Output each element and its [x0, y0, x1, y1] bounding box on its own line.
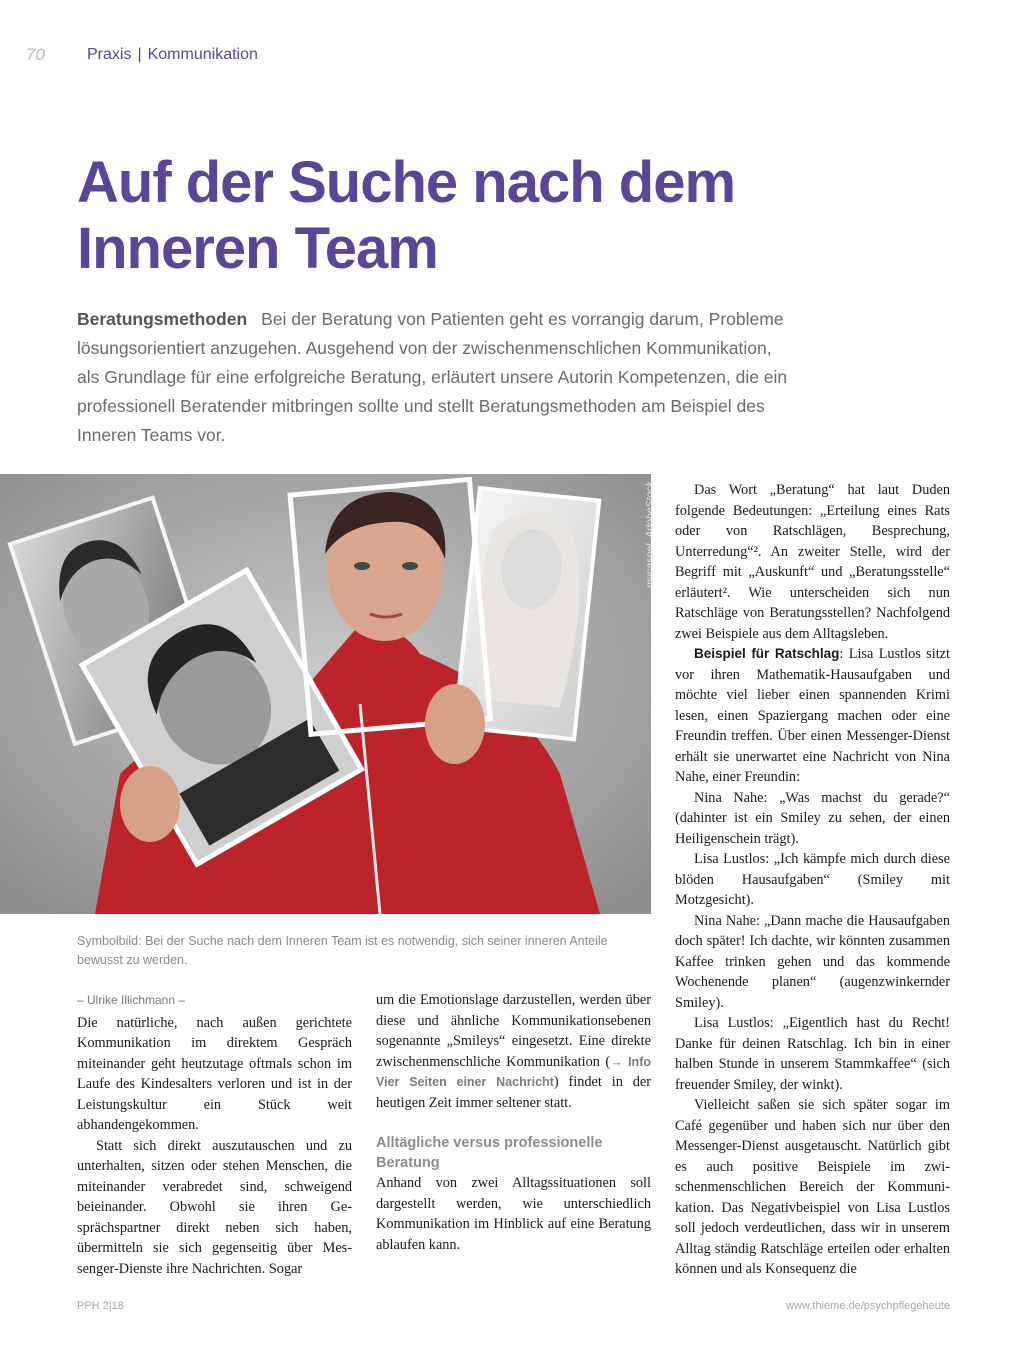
paragraph: Das Wort „Beratung“ hat laut Duden folgende Bedeutungen: „Erteilung eines Rats oder von Ratschlägen, Besprechung, Unterredung“². An zweiter Stelle, wird der Begriff mit „Auskunft“ und „Beratungsstelle“ erläutert². Wie unterscheiden sich nun Ratschläge von Beratungsstellen? Nachfolgend zwei Beispiele aus dem Alltagsleben.: [675, 482, 950, 642]
section-name: Praxis: [87, 46, 132, 63]
photo-caption: Symbolbild: Bei der Suche nach dem Inneren Team ist es notwendig, sich seiner inneren Anteile bewusst zu werden.: [77, 934, 608, 967]
paragraph: Lisa Lustlos: „Ich kämpfe mich durch diese blöden Hausaufgaben“ (Smiley mit Motzgesicht).: [675, 851, 950, 908]
text-column-3: [675, 480, 950, 1280]
footer-url[interactable]: www.thieme.de/psychpflegeheute: [786, 1300, 950, 1312]
paragraph: Nina Nahe: „Dann mache die Hausaufgaben doch später! Ich dachte, wir könnten zusammen Kaffee trinken gehen und das kommende Wochenende planen“ (augenzwinkernder Smiley).: [675, 912, 950, 1011]
article-title: [77, 150, 957, 282]
paragraph: Lisa Lustlos: „Eigentlich hast du Recht! Danke für deinen Ratschlag. Ich bin in einer halben Stunde in unserem Stammkaffee“ (sich freuender Smiley, der winkt).: [675, 1015, 950, 1093]
paragraph: Vielleicht saßen sie sich später sogar im Café gegenüber und haben sich nur über den Messenger-Dienst ausgetauscht. Natürlich gibt es auch positive Beispiele im zwischenmenschlichen Bereich der Kommunikation. Das Negativbeispiel von Lisa Lustlos soll jedoch verdeutlichen, dass wir in unserem Alltag ständig Ratschläge erteilen oder erhalten können und als Konsequenz die: [675, 1097, 950, 1277]
title-line-1: Auf der Suche nach dem: [77, 150, 736, 215]
title-line-2: Inneren Team: [77, 216, 438, 281]
section-separator: |: [137, 46, 142, 63]
subsection-name: Kommunikation: [147, 46, 258, 63]
paragraph: Statt sich direkt auszutauschen und zu unterhalten, sitzen oder stehen Menschen, die miteinander verabredet sind, schweigend beieinander. Obwohl sie ihren Gesprächspartner direkt neben sich haben, übermitteln sie sich gegenseitig über Messenger-Dienste ihre Nachrichten. Sogar: [77, 1137, 352, 1277]
section-label: [87, 46, 258, 64]
paragraph: Anhand von zwei Alltagssituationen soll dargestellt werden, wie unterschiedlich Kommunikation im Hinblick auf eine Beratung ablaufen kann.: [376, 1175, 651, 1253]
article-photo: [0, 474, 656, 914]
lead-text: Bei der Beratung von Patienten geht es vorrangig darum, Probleme lösungsorientiert anzugehen. Ausgehend von der zwischenmenschlichen Kommunikation, als Grundlage für eine erfolgreiche Beratung, erläutert unsere Autorin Kompetenzen, die ein professionell Beratender mitbringen sollte und stellt Beratungsmethoden am Beispiel des Inneren Teams vor.: [77, 309, 788, 445]
cross-reference-link[interactable]: → Info Vier Seiten einer Nachricht: [376, 1054, 651, 1089]
paragraph: um die Emotionslage darzustellen, werden über diese und ähnliche Kommunikationsebenen sogenannte „Smileys“ eingesetzt. Eine direkte zwischenmenschliche Kommunikation (→ Info Vier Seiten einer Nachricht) findet in der heutigen Zeit immer seltener statt.: [376, 992, 651, 1111]
paragraph: Beispiel für Ratschlag: Lisa Lustlos sitzt vor ihren Mathematik-Hausaufgaben und möchte viel lieber einen spannenden Krimi lesen, einen Spaziergang machen oder eine Freundin treffen. Über einen Messenger-Dienst erhält sie unerwartet eine Nachricht von Nina Nahe, einer Freundin:: [675, 646, 950, 785]
author-byline: – Ulrike Illichmann –: [77, 993, 186, 1007]
page-number: 70: [26, 45, 45, 64]
photo-credit: mvcaspel_AdobeStock: [644, 481, 656, 588]
inline-heading: Beispiel für Ratschlag: [694, 646, 840, 661]
text-column-1: [77, 990, 352, 1279]
text-column-2: [376, 990, 651, 1255]
footer-issue: PPH 2|18: [77, 1300, 124, 1312]
article-lead: [77, 305, 797, 450]
paragraph: Nina Nahe: „Was machst du gerade?“ (dahinter ist ein Smiley zu sehen, der einen Heiligenschein trägt).: [675, 789, 950, 847]
paragraph: Die natürliche, nach außen gerichtete Kommunikation im direktem Gespräch miteinander geht heutzutage oftmals schon im Laufe des Kindesalters verloren und ist in der Leistungskultur ein Stück weit abhandengekommen.: [77, 1014, 352, 1133]
lead-kicker: Beratungsmethoden: [77, 309, 248, 329]
subheading: Alltägliche versus professionelle Beratung: [376, 1135, 603, 1171]
